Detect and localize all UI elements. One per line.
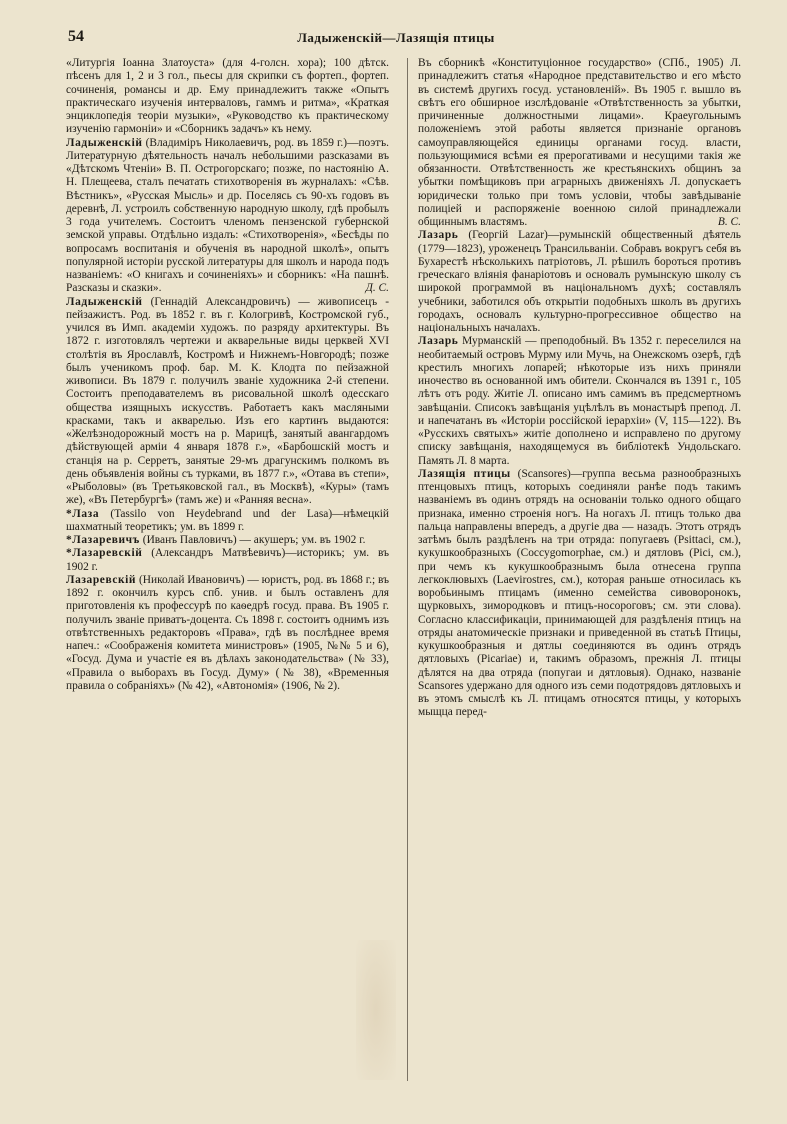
author-signature: Д. С. xyxy=(365,282,389,295)
article-headword: *Лазаревскій xyxy=(66,547,143,560)
article-text: (Владиміръ Николаевичъ, род. въ 1859 г.)—поэтъ. Литературную дѣятельность началъ небольшими разсказами въ «Дѣтскомъ Чтеніи» В. П. Острогорскаго; позже, по настоянію А. Н. Плещеева, сталъ печатать стихотворенія въ журналахъ: «Сѣв. Вѣстникъ», «Русская Мысль» и др. Поселясь съ 90-хъ годовъ въ деревнѣ, Л. устроилъ собственную народную школу, гдѣ пробылъ 3 года учителемъ. Состоитъ членомъ пензенской губернской земской управы. Отдѣльно издалъ: «Стихотворенія», «Бесѣды по вопросамъ воспитанія и обученія въ народной школѣ», опытъ популярной исторіи русской литературы для школъ и народа подъ названіемъ: «О книгахъ и сочиненіяхъ» и сборникъ: «На пашнѣ. Разсказы и сказки». xyxy=(66,136,389,295)
article-headword: Лазаревскій xyxy=(66,573,137,586)
article-headword: *Лаза xyxy=(66,507,100,520)
article-entry xyxy=(66,534,389,547)
article-headword: Лазящія птицы xyxy=(418,467,511,480)
article-entry xyxy=(66,508,389,535)
article-entry xyxy=(418,57,741,229)
article-entry xyxy=(66,547,389,574)
article-text: (Tassilo von Heydebrand und der Lasa)—нѣмецкій шахматный теоретикъ; ум. въ 1899 г. xyxy=(66,507,389,533)
article-text: «Литургія Іоанна Златоуста» (для 4-голсн. хора); 100 дѣтск. пѣсенъ для 1, 2 и 3 гол., пьесы для скрипки съ фортеп., фортеп. сочиненія, романсы и др. Ему принадлежитъ также «Опытъ практическаго изученія интерваловъ, гаммъ и ритма», «Краткая энциклопедія теоріи музыки», «Руководство къ практическому изученію гармоніи» и «Сборникъ задачъ» къ нему. xyxy=(66,57,389,136)
left-column xyxy=(66,57,389,693)
article-headword: Лазарь xyxy=(418,229,459,242)
article-text: (Геннадій Александровичъ) — живописецъ - пейзажистъ. Род. въ 1852 г. въ г. Кологривѣ, Костромской губ., учился въ Имп. академіи художъ. по разряду архитектуры. Въ 1872 г. изготовлялъ чертежи и акварельные виды церквей XVI столѣтія въ Ярославлѣ, Костромѣ и Нижнемъ-Новгородѣ; позже былъ ученикомъ проф. бар. М. К. Клодта по пейзажной живописи. Въ 1879 г. получилъ званіе художника 2-й степени. Состоитъ преподавателемъ въ рисовальной школѣ одесскаго общества изящныхъ искусствъ. Работаетъ какъ масляными красками, такъ и акварелью. Изъ его картинъ выдаются: «Желѣзнодорожный мостъ на р. Марицѣ, занятый авангардомъ дѣйствующей арміи 4 января 1878 г.», «Барбошскій мостъ и станція на р. Серретъ, занятые 29-мъ драгунскимъ полкомъ въ день объявленія войны съ турками, въ 1877 г.», «Отава въ степи», «Рыболовы» (въ Третьяковской гал., въ Москвѣ), «Куры» (тамъ же), «Въ Петербургѣ» (тамъ же) и «Ранняя весна». xyxy=(66,295,389,507)
article-text: Мурманскій — преподобный. Въ 1352 г. переселился на необитаемый островъ Мурму или Мучь, на Онежскомъ озерѣ, гдѣ крестилъ многихъ лопарей; нѣкоторые изъ нихъ приняли иночество въ основанной имъ обители. Скончался въ 1391 г., 105 лѣтъ отъ роду. Житіе Л. описано имъ самимъ въ предсмертномъ завѣщаніи. Списокъ завѣщанія уцѣлѣлъ въ монастырѣ препод. Л. и напечатанъ въ «Исторіи россійской іерархіи» (V, 115—122). Въ «Русскихъ святыхъ» житіе дополнено и исправлено по другому списку завѣщанія, находящемуся въ библіотекѣ Ундольскаго. Память Л. 8 марта. xyxy=(418,335,741,467)
article-text: (Иванъ Павловичъ) — акушеръ; ум. въ 1902 г. xyxy=(139,534,366,546)
running-title: Ладыженскій—Лазящія птицы xyxy=(297,30,495,45)
article-entry xyxy=(66,57,389,137)
article-text: (Георгій Lazar)—румынскій общественный дѣятель (1779—1823), уроженецъ Трансильваніи. Собравъ вокругъ себя въ Бухарестѣ нѣсколькихъ патріотовъ, Л. рѣшилъ бороться противъ греческаго вліянія фанаріотовъ и основалъ румынскую школу съ широкой программой въ національномъ духѣ; составлялъ учебники, заботился объ открытіи подобныхъ школъ въ другихъ городахъ, основалъ культурно-прогрессивное общество на національныхъ началахъ. xyxy=(418,229,741,334)
article-headword: Ладыженскій xyxy=(66,295,143,308)
paper-stain xyxy=(356,940,396,1080)
article-headword: Ладыженскій xyxy=(66,136,143,149)
article-entry xyxy=(418,468,741,720)
article-text: (Scansores)—группа весьма разнообразныхъ птенцовыхъ птицъ, которыхъ соединяли ранѣе подъ такимъ названіемъ въ одинъ отрядъ на основаніи только одного общаго признака, именно строенія ногъ. На ногахъ Л. птицъ только два пальца направлены впередъ, а другіе два — назадъ. Этотъ отрядъ затѣмъ былъ раздѣленъ на три отряда: попугаевъ (Psittaci, см.), кукушкообразныхъ (Coccygomorphae, см.) и дятловъ (Pici, см.), при чемъ къ кукушкообразнымъ была отнесена группа легкоклювыхъ (Laevirostres, см.), которая раньше относилась къ воробьинымъ птицамъ (именно семейства сивоворонокъ, щурковыхъ, зимородковъ и птицъ-носороговъ; см. эти слова). Согласно классификаціи, принимающей для раздѣленія птицъ на отряды анатомическіе признаки и приведенной въ статьѣ Птицы, кукушкообразныя и дятлы соединяются въ одинъ отрядъ дятловыхъ (Picariae) и, такимъ образомъ, прежнія Л. птицы дѣлятся на два отряда (попугаи и дятловыя). Однако, названіе Scansores удержано для одного изъ семи подотрядовъ дятловыхъ и въ этомъ смыслѣ къ Л. птицамъ относятся птицы, у которыхъ мыщца перед- xyxy=(418,467,741,719)
article-entry xyxy=(66,574,389,693)
article-headword: *Лазаревичъ xyxy=(66,534,140,546)
article-text: (Николай Ивановичъ) — юристъ, род. въ 1868 г.; въ 1892 г. окончилъ курсъ спб. унив. и былъ оставленъ для приготовленія къ профессурѣ по каѳедрѣ госуд. права. Въ 1905 г. получилъ званіе приватъ-доцента. Съ 1898 г. состоитъ однимъ изъ отвѣтственныхъ редакторовъ «Права», гдѣ въ послѣднее время напеч.: «Соображенія комитета министровъ» (1905, №№ 5 и 6), «Госуд. Дума и участіе ея въ дѣлахъ законодательства» (№ 33), «Правила о выборахъ въ Госуд. Думу» (№ 38), «Временныя правила о собраніяхъ» (№ 42), «Автономія» (1906, № 2). xyxy=(66,573,389,692)
column-divider xyxy=(407,58,408,1081)
article-headword: Лазарь xyxy=(418,335,459,348)
article-entry xyxy=(418,229,741,335)
article-entry xyxy=(66,137,389,296)
page-header xyxy=(40,28,752,50)
page-number: 54 xyxy=(68,28,84,45)
right-column xyxy=(418,57,741,720)
article-text: (Александръ Матвѣевичъ)—историкъ; ум. въ 1902 г. xyxy=(66,547,389,573)
article-text: Въ сборникѣ «Конституціонное государство» (СПб., 1905) Л. принадлежитъ статья «Народное представительство и его мѣсто въ системѣ другихъ госуд. установленій». Въ 1905 г. вышло въ свѣтъ его обширное изслѣдованіе «Отвѣтственность за убытки, причиненные должностными лицами». Краеугольнымъ положеніемъ этой работы является признаніе органовъ самоуправляющейся единицы органами госуд. власти, пользующимися всѣми ея прерогативами и несущими такія же обязанности. Отвѣтственность же крестьянскихъ общинъ за убытки помѣщиковъ при аграрныхъ движеніяхъ Л. допускаетъ юридически только при томъ условіи, чтобы завѣдываніе полиціей и распоряженіе военною силой принадлежали общиннымъ властямъ. xyxy=(418,57,741,228)
article-entry xyxy=(418,335,741,468)
author-signature: В. С. xyxy=(717,216,741,228)
article-entry xyxy=(66,296,389,508)
